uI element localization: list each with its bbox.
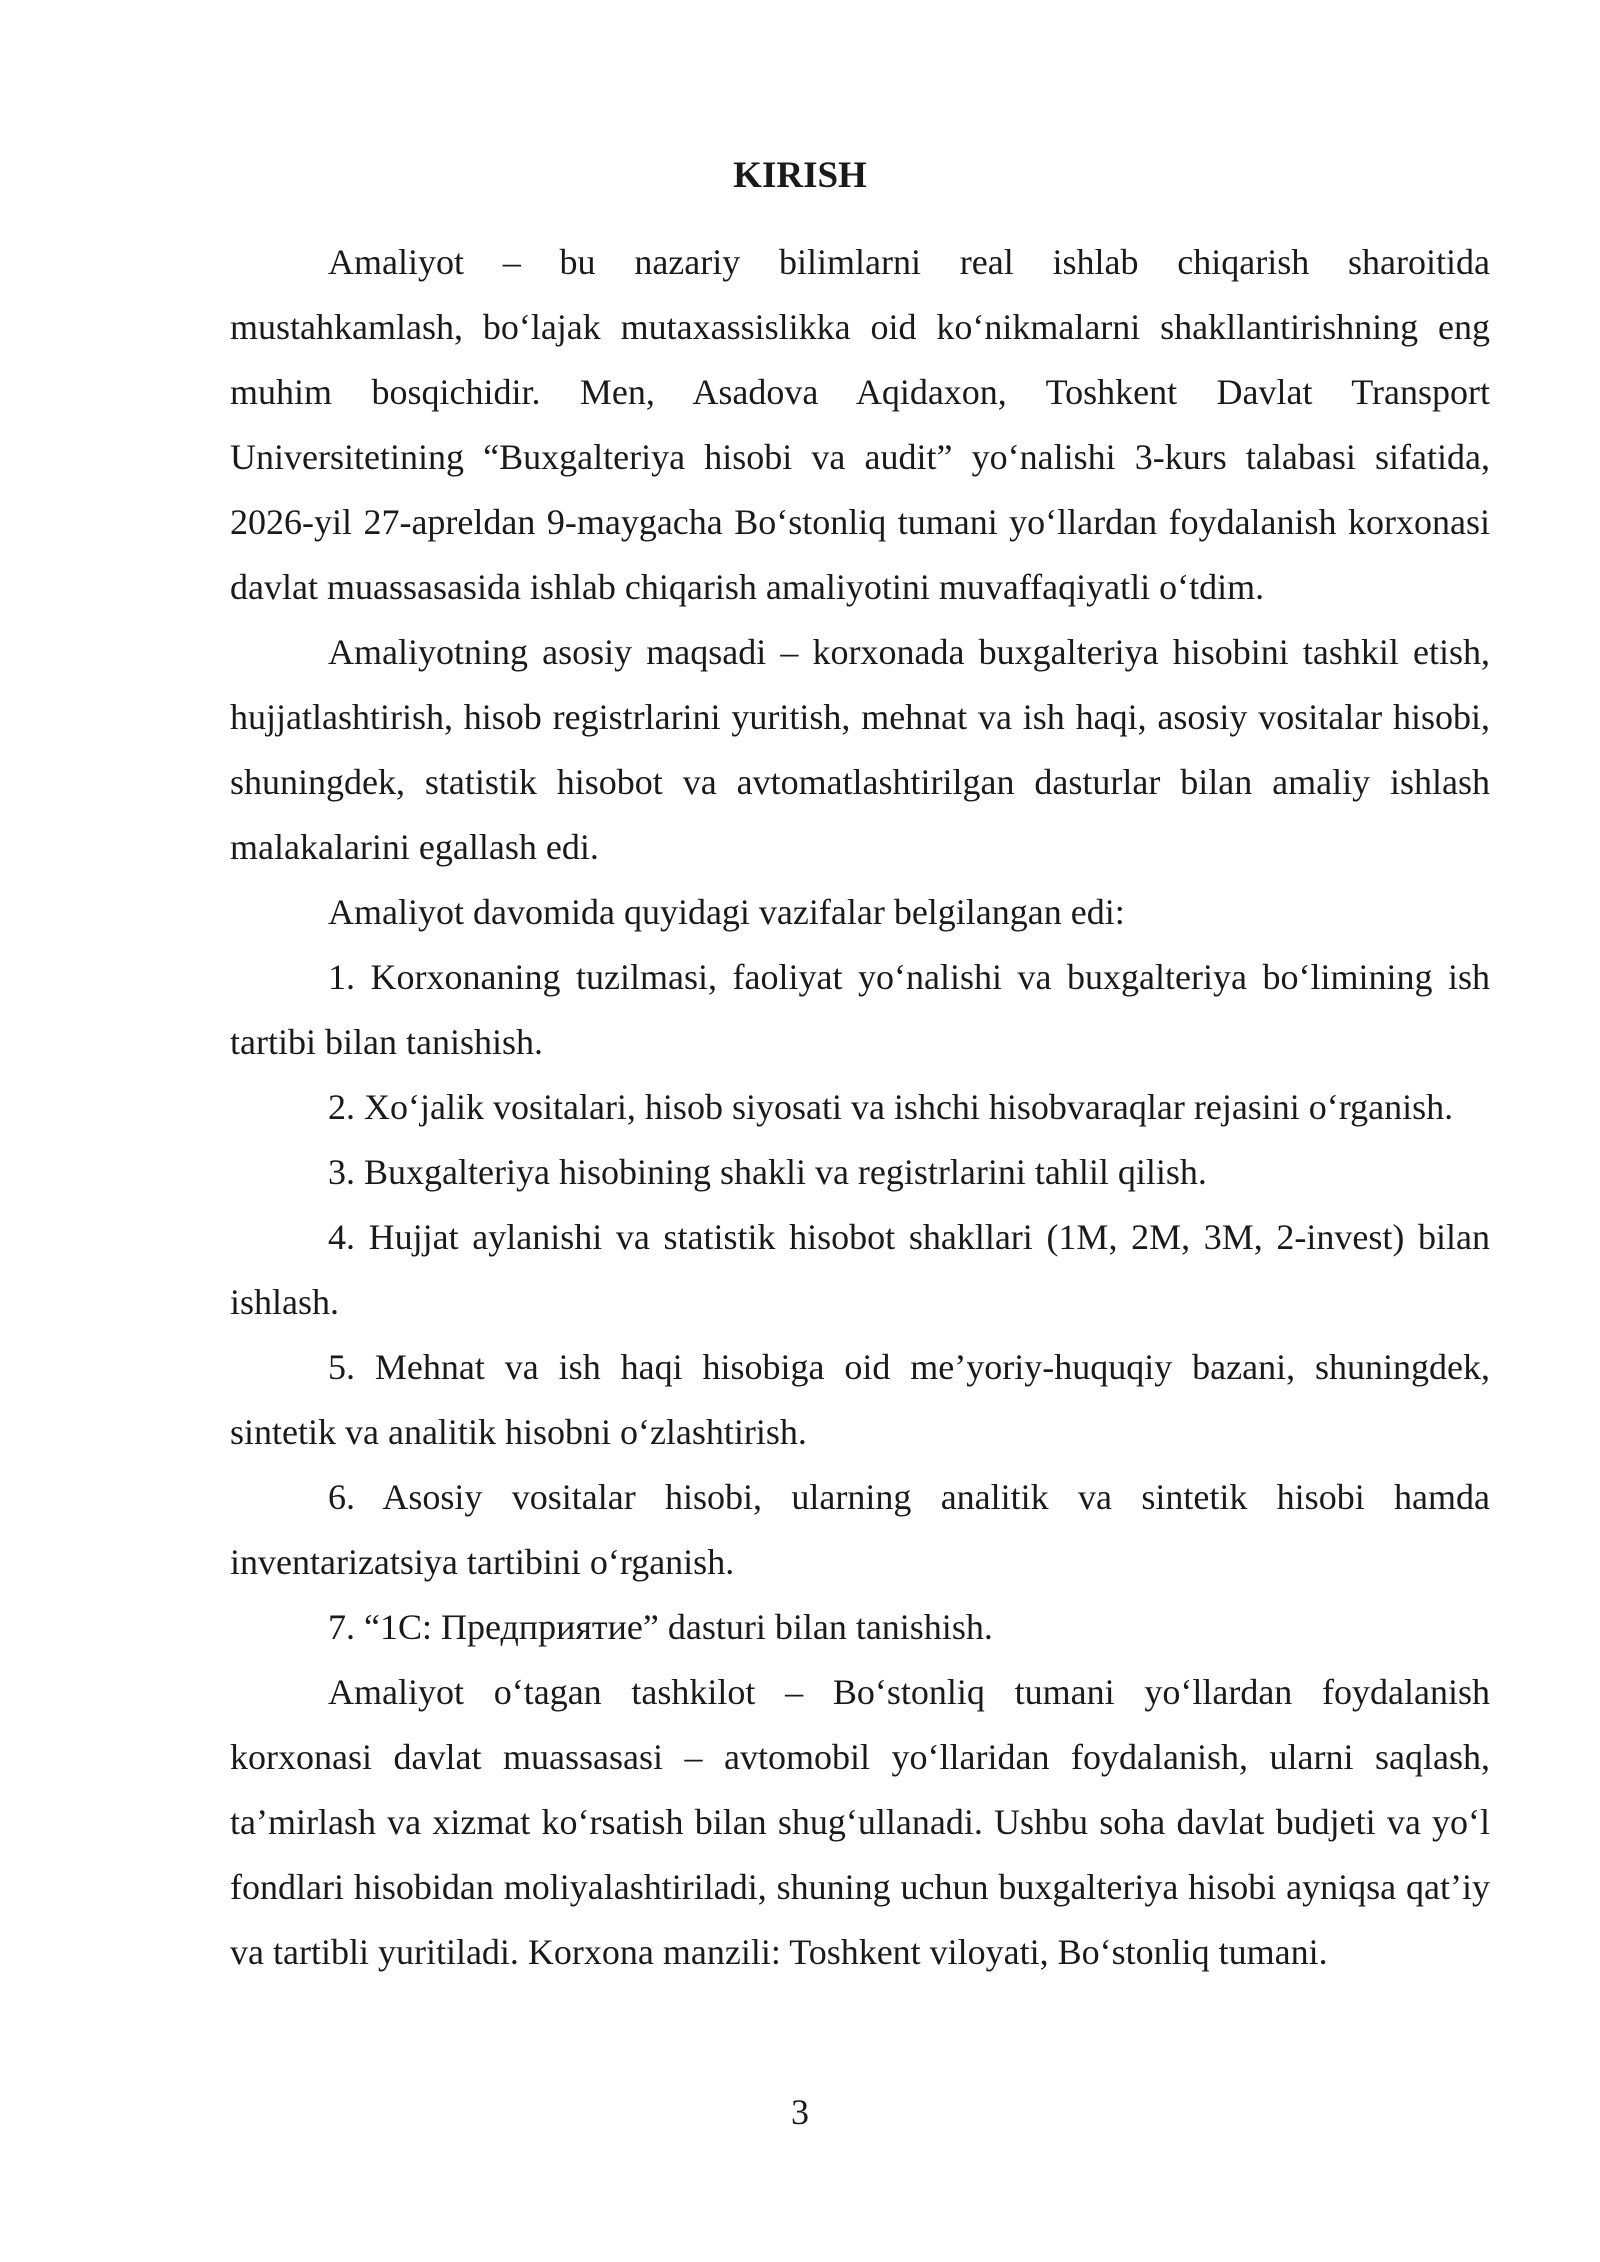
task-item-1: 1. Korxonaning tuzilmasi, faoliyat yo‘nalishi va buxgalteriya bo‘limining ish tartibi bilan tanishish.	[230, 957, 1490, 1062]
organization-paragraph: Amaliyot o‘tagan tashkilot – Bo‘stonliq tumani yo‘llardan foydalanish korxonasi davlat muassasasi – avtomobil yo‘llaridan foydalanish, ularni saqlash, ta’mirlash va xizmat ko‘rsatish bilan shug‘ullanadi. Ushbu soha davlat budjeti va yo‘l fondlari hisobidan moliyalashtiriladi, shuning uchun buxgalteriya hisobi ayniqsa qat’iy va tartibli yuritiladi. Korxona manzili: Toshkent viloyati, Bo‘stonliq tumani.	[230, 1672, 1490, 1972]
goal-paragraph: Amaliyotning asosiy maqsadi – korxonada buxgalteriya hisobini tashkil etish, hujjatlashtirish, hisob registrlarini yuritish, mehnat va ish haqi, asosiy vositalar hisobi, shuningdek, statistik hisobot va avtomatlashtirilgan dasturlar bilan amaliy ishlash malakalarini egallash edi.	[230, 632, 1490, 867]
task-item-2: 2. Xo‘jalik vositalari, hisob siyosati va ishchi hisobvaraqlar rejasini o‘rganish.	[328, 1087, 1454, 1127]
page-number: 3	[791, 2092, 809, 2132]
intro-paragraph: Amaliyot – bu nazariy bilimlarni real ishlab chiqarish sharoitida mustahkamlash, bo‘lajak mutaxassislikka oid ko‘nikmalarni shakllantirishning eng muhim bosqichidir. Men, Asadova Aqidaxon, Toshkent Davlat Transport Universitetining “Buxgalteriya hisobi va audit” yo‘nalishi 3-kurs talabasi sifatida, 2026-yil 27-apreldan 9-maygacha Bo‘stonliq tumani yo‘llardan foydalanish korxonasi davlat muassasasida ishlab chiqarish amaliyotini muvaffaqiyatli o‘tdim.	[230, 242, 1490, 607]
task-item-3: 3. Buxgalteriya hisobining shakli va registrlarini tahlil qilish.	[328, 1152, 1207, 1192]
task-item-6: 6. Asosiy vositalar hisobi, ularning analitik va sintetik hisobi hamda inventarizatsiya tartibini o‘rganish.	[230, 1477, 1490, 1582]
task-item-7: 7. “1C: Предприятие” dasturi bilan tanishish.	[328, 1607, 993, 1647]
task-item-4: 4. Hujjat aylanishi va statistik hisobot shakllari (1M, 2M, 3M, 2-invest) bilan ishlash.	[230, 1217, 1490, 1322]
tasks-intro-paragraph: Amaliyot davomida quyidagi vazifalar belgilangan edi:	[328, 892, 1125, 932]
task-item-5: 5. Mehnat va ish haqi hisobiga oid me’yoriy-huquqiy bazani, shuningdek, sintetik va analitik hisobni o‘zlashtirish.	[230, 1347, 1490, 1452]
page-heading: KIRISH	[733, 155, 867, 196]
document-body	[230, 230, 1490, 1985]
